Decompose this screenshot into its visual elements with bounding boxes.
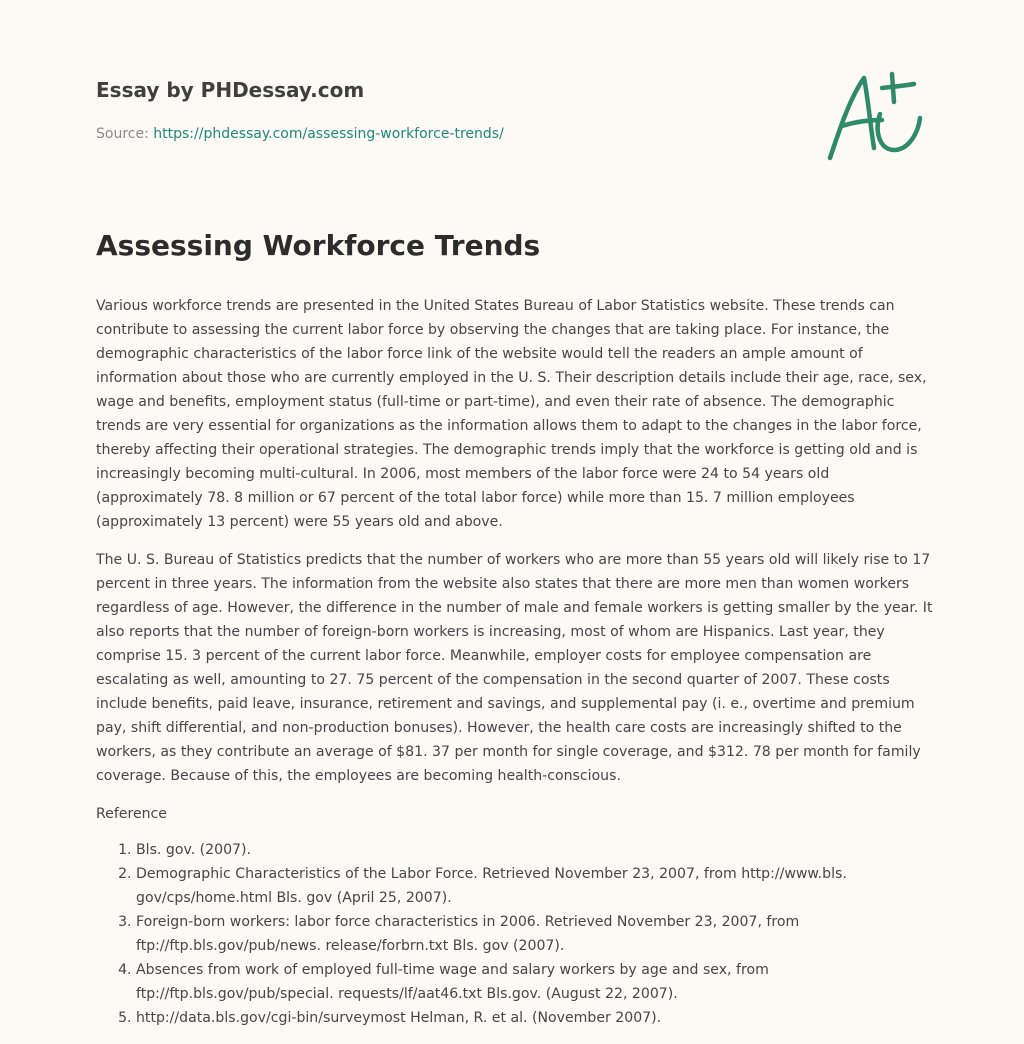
article	[96, 226, 934, 1030]
reference-heading: Reference	[96, 806, 167, 822]
reference-item: 3. Foreign-born workers: labor force characteristics in 2006. Retrieved November 23, 2007, from ftp://ftp.bls.gov/pub/news. release/forbrn.txt Bls. gov (2007).	[136, 910, 934, 958]
reference-item: 2. Demographic Characteristics of the Labor Force. Retrieved November 23, 2007, from http://www.bls. gov/cps/home.html Bls. gov (April 25, 2007).	[136, 862, 934, 910]
brand-title: Essay by PHDessay.com	[96, 78, 365, 102]
a-plus-grade-icon	[824, 68, 928, 164]
page-header	[96, 76, 796, 144]
article-title: Assessing Workforce Trends	[96, 229, 541, 262]
reference-item: 1. Bls. gov. (2007).	[136, 838, 934, 862]
article-paragraph: Various workforce trends are presented in the United States Bureau of Labor Statistics website. These trends can contribute to assessing the current labor force by observing the changes that are taking place. For instance, the demographic characteristics of the labor force link of the website would tell the readers an ample amount of information about those who are currently employed in the U. S. Their description details include their age, race, sex, wage and benefits, employment status (full-time or part-time), and even their rate of absence. The demographic trends are very essential for organizations as the information allows them to adapt to the changes in the labor force, thereby affecting their operational strategies. The demographic trends imply that the workforce is getting old and is increasingly becoming multi-cultural. In 2006, most members of the labor force were 24 to 54 years old (approximately 78. 8 million or 67 percent of the total labor force) while more than 15. 7 million employees (approximately 13 percent) were 55 years old and above.	[96, 298, 927, 530]
reference-item: 4. Absences from work of employed full-time wage and salary workers by age and sex, from ftp://ftp.bls.gov/pub/special. requests/lf/aat46.txt Bls.gov. (August 22, 2007).	[136, 958, 934, 1006]
reference-list	[96, 838, 934, 1030]
reference-item: 5. http://data.bls.gov/cgi-bin/surveymost Helman, R. et al. (November 2007).	[136, 1006, 934, 1030]
article-paragraph: The U. S. Bureau of Statistics predicts that the number of workers who are more than 55 years old will likely rise to 17 percent in three years. The information from the website also states that there are more men than women workers regardless of age. However, the difference in the number of male and female workers is getting smaller by the year. It also reports that the number of foreign-born workers is increasing, most of whom are Hispanics. Last year, they comprise 15. 3 percent of the current labor force. Meanwhile, employer costs for employee compensation are escalating as well, amounting to 27. 75 percent of the compensation in the second quarter of 2007. These costs include benefits, paid leave, insurance, retirement and savings, and supplemental pay (i. e., overtime and premium pay, shift differential, and non-production bonuses). However, the health care costs are increasingly shifted to the workers, as they contribute an average of $81. 37 per month for single coverage, and $312. 78 per month for family coverage. Because of this, the employees are becoming health-conscious.	[96, 552, 933, 784]
source-line	[96, 124, 796, 144]
source-link[interactable]: https://phdessay.com/assessing-workforce-trends/	[153, 126, 504, 142]
source-label: Source:	[96, 126, 154, 142]
